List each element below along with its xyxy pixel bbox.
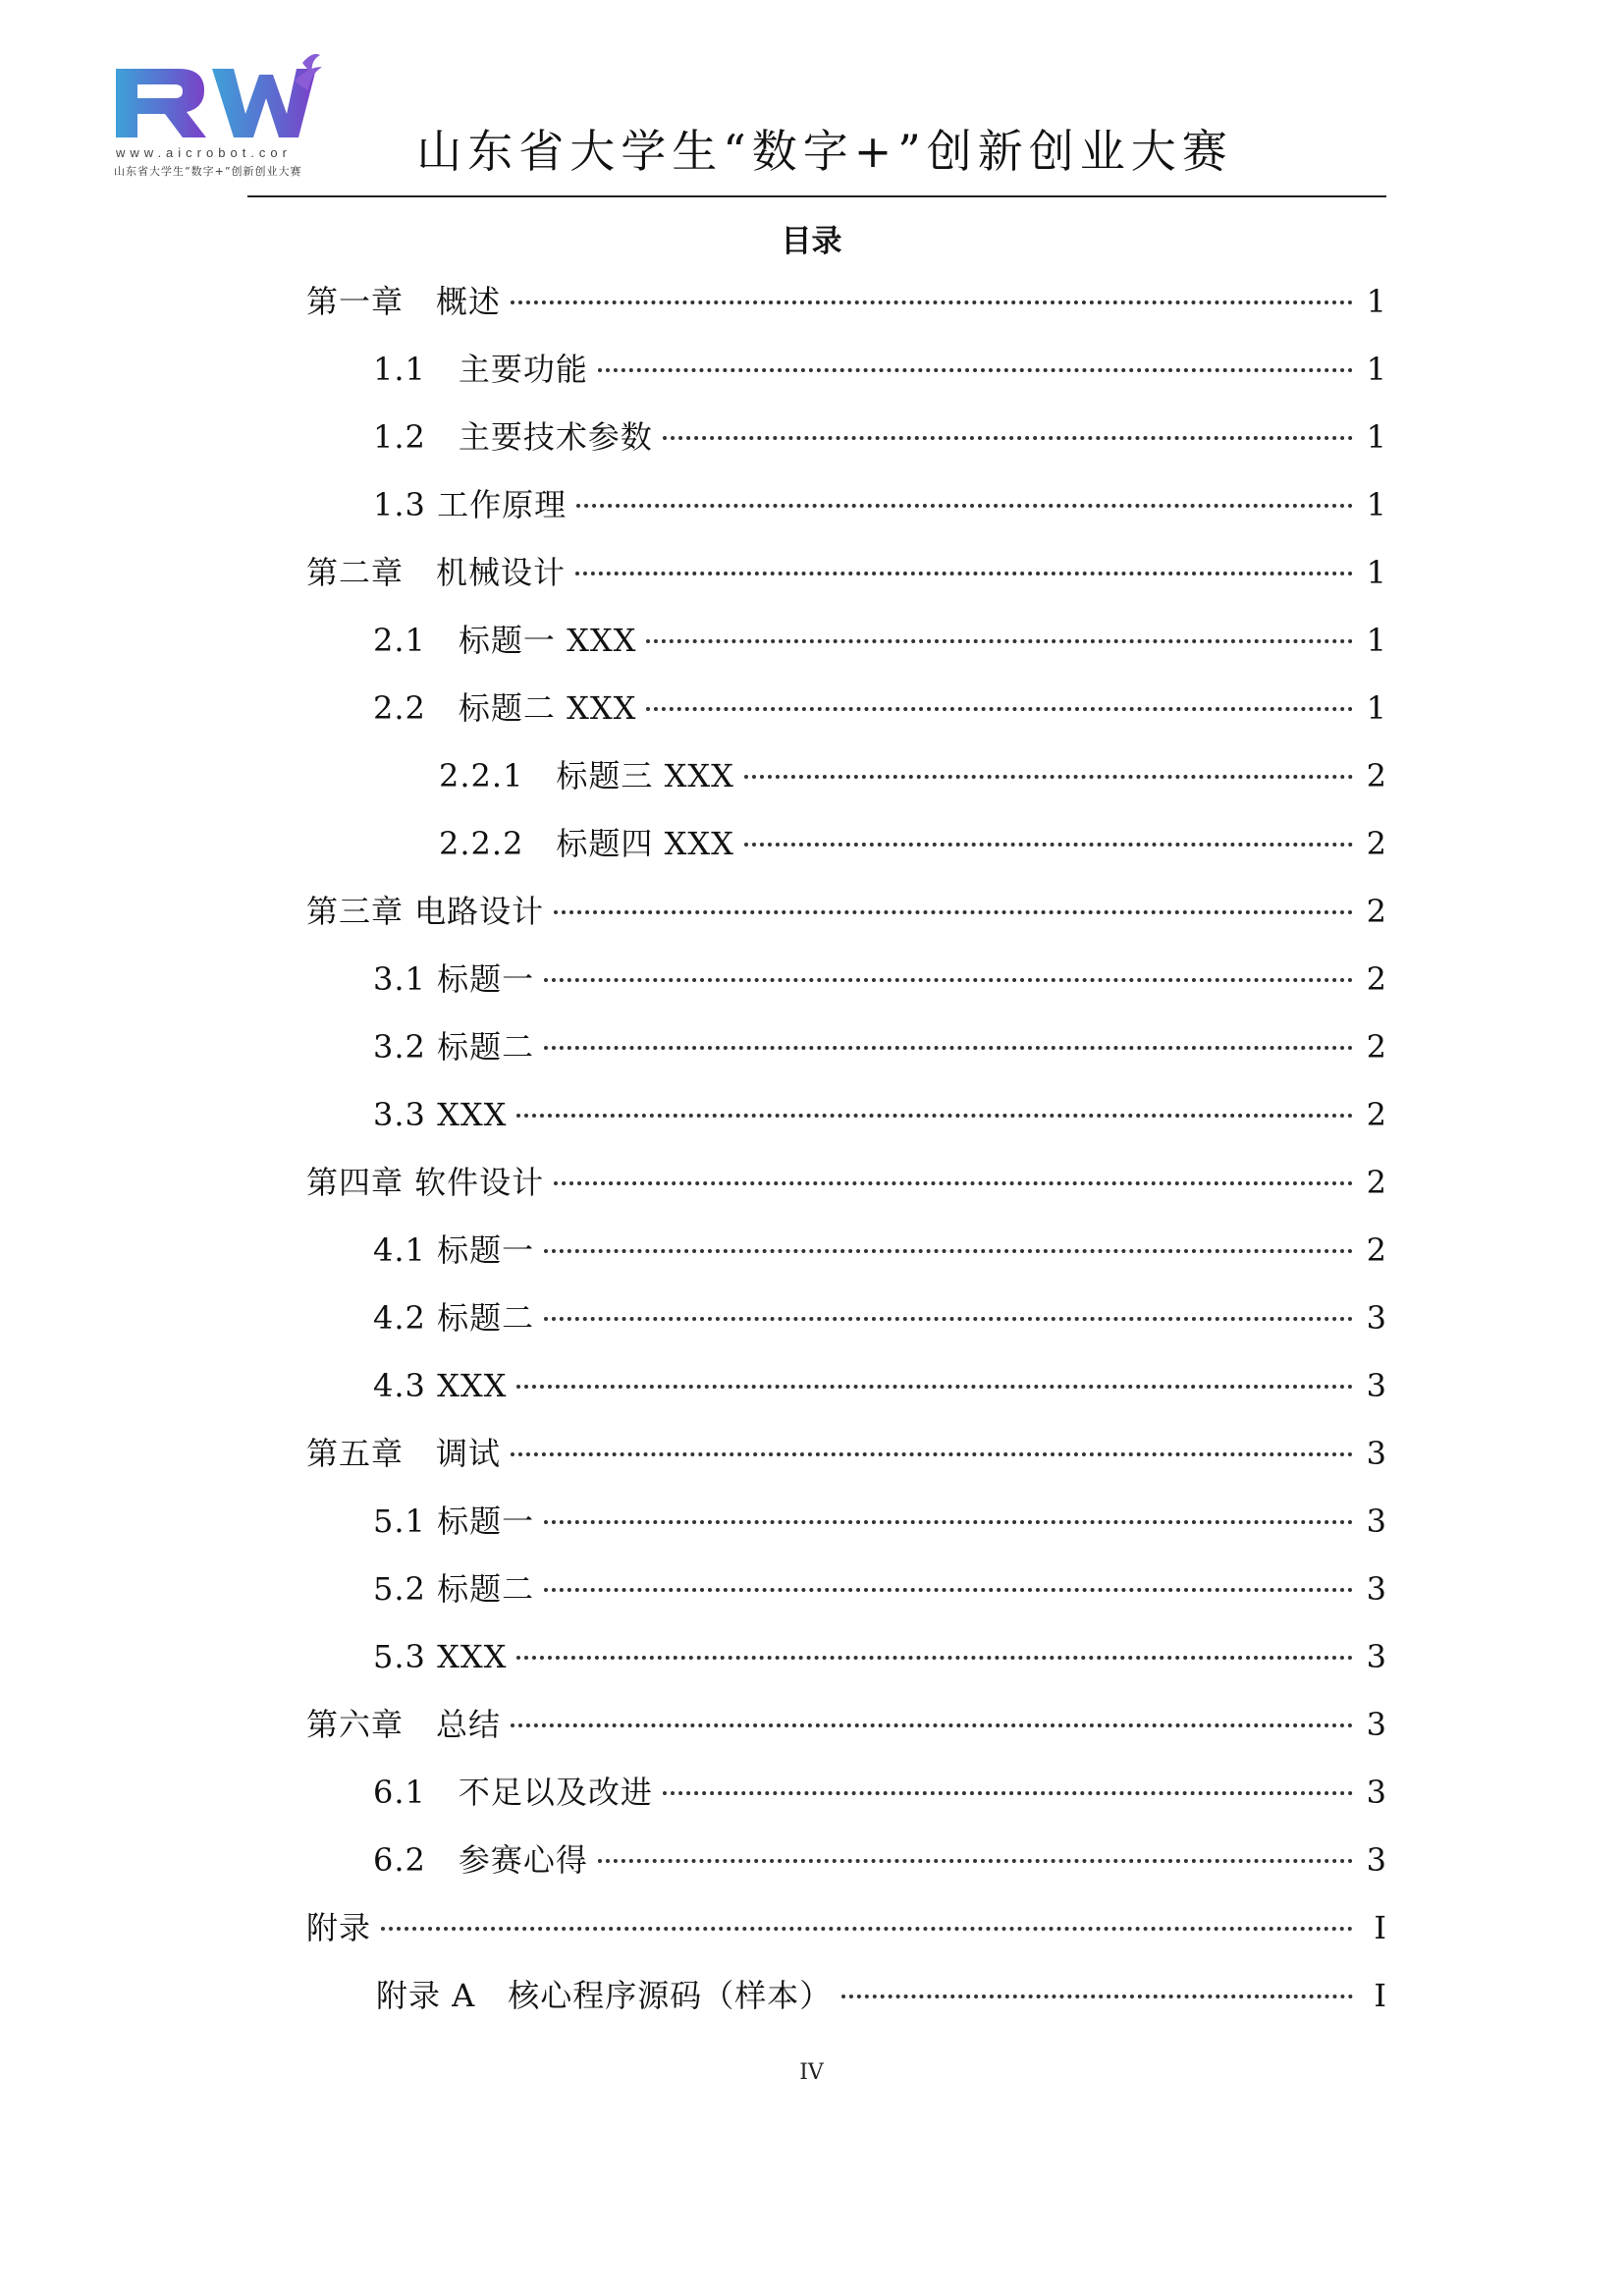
toc-entry-label: 5.2 标题二 [373, 1570, 535, 1608]
toc-entry[interactable] [373, 684, 1386, 732]
toc-entry-label: 第六章 总结 [306, 1706, 502, 1743]
toc-entry-page: 3 [1366, 1570, 1386, 1608]
toc-entry[interactable] [373, 1362, 1386, 1409]
toc-entry-page: 3 [1366, 1706, 1386, 1743]
toc-entry-label: 第三章 电路设计 [306, 893, 545, 930]
toc-entry-page: I [1374, 1909, 1386, 1946]
toc-title: 目录 [781, 224, 842, 259]
toc-leader-dots [544, 1046, 1353, 1050]
toc-leader-dots [544, 1520, 1353, 1524]
toc-leader-dots [544, 978, 1353, 982]
toc-entry-page: 2 [1366, 757, 1386, 794]
toc-entry-label: 第五章 调试 [306, 1435, 502, 1472]
toc-entry-label: 2.1 标题一 XXX [373, 622, 637, 659]
toc-entry[interactable] [373, 413, 1386, 461]
toc-entry-label: 附录 A 核心程序源码（样本） [376, 1977, 833, 2014]
toc-entry-page: 1 [1366, 622, 1386, 659]
toc-leader-dots [381, 1927, 1353, 1931]
toc-entry-page: 3 [1366, 1503, 1386, 1540]
toc-entry-label: 1.2 主要技术参数 [373, 418, 653, 456]
toc-entry-page: 3 [1366, 1435, 1386, 1472]
toc-entry-label: 4.2 标题二 [373, 1299, 535, 1337]
toc-entry-page: I [1374, 1977, 1386, 2014]
toc-entry-label: 3.2 标题二 [373, 1028, 535, 1066]
toc-entry-label: 3.1 标题一 [373, 960, 535, 998]
toc-leader-dots [516, 1114, 1352, 1118]
toc-entry-label: 4.1 标题一 [373, 1231, 535, 1269]
toc-entry-label: 5.3 XXX [373, 1638, 508, 1675]
toc-leader-dots [841, 1995, 1353, 1998]
toc-entry[interactable] [306, 888, 1386, 935]
toc-entry-page: 2 [1366, 1164, 1386, 1201]
rw-logo-mark [110, 51, 326, 145]
toc-entry[interactable] [439, 820, 1386, 867]
toc-entry-page: 1 [1366, 418, 1386, 456]
toc-entry[interactable] [373, 346, 1386, 393]
toc-entry-page: 1 [1366, 486, 1386, 523]
logo-subtitle: 山东省大学生“数字+”创新创业大赛 [114, 165, 302, 178]
toc-leader-dots [544, 1317, 1353, 1321]
toc-leader-dots [516, 1656, 1352, 1660]
toc-entry[interactable] [373, 1091, 1386, 1138]
contest-title: 山东省大学生“数字+”创新创业大赛 [416, 125, 1233, 178]
toc-entry-label: 6.2 参赛心得 [373, 1841, 588, 1879]
toc-entry-label: 2.2.2 标题四 XXX [439, 825, 734, 862]
toc-leader-dots [554, 910, 1352, 914]
toc-entry[interactable] [439, 752, 1386, 799]
toc-leader-dots [598, 1859, 1353, 1863]
toc-entry-label: 附录 [306, 1909, 372, 1946]
toc-entry[interactable] [306, 1430, 1386, 1477]
toc-leader-dots [663, 436, 1353, 440]
toc-entry[interactable] [373, 481, 1386, 528]
toc-entry[interactable] [373, 1769, 1386, 1816]
toc-entry-page: 3 [1366, 1638, 1386, 1675]
toc-entry[interactable] [373, 1565, 1386, 1613]
toc-entry-page: 2 [1366, 825, 1386, 862]
toc-leader-dots [544, 1249, 1353, 1253]
toc-leader-dots [663, 1791, 1353, 1795]
toc-entry-page: 3 [1366, 1367, 1386, 1404]
toc-entry-page: 2 [1366, 1231, 1386, 1269]
toc-entry[interactable] [376, 1972, 1386, 2019]
toc-entry[interactable] [306, 549, 1386, 596]
toc-entry[interactable] [373, 956, 1386, 1003]
toc-entry-page: 3 [1366, 1299, 1386, 1337]
toc-entry-page: 1 [1366, 689, 1386, 727]
toc-leader-dots [744, 843, 1353, 847]
toc-entry-label: 5.1 标题一 [373, 1503, 535, 1540]
toc-leader-dots [646, 707, 1352, 711]
toc-entry[interactable] [306, 278, 1386, 325]
toc-entry[interactable] [373, 1836, 1386, 1884]
toc-entry-page: 1 [1366, 554, 1386, 591]
toc-entry-page: 2 [1366, 960, 1386, 998]
toc-leader-dots [646, 639, 1352, 643]
toc-entry-label: 第四章 软件设计 [306, 1164, 545, 1201]
toc-leader-dots [511, 301, 1353, 304]
toc-leader-dots [544, 1588, 1353, 1592]
toc-leader-dots [576, 504, 1353, 508]
toc-entry[interactable] [373, 1633, 1386, 1680]
page-header [0, 0, 1623, 201]
toc-leader-dots [511, 1452, 1353, 1456]
toc-entry-page: 2 [1366, 1096, 1386, 1133]
toc-entry[interactable] [373, 1227, 1386, 1274]
toc-entry-label: 第二章 机械设计 [306, 554, 567, 591]
toc-entry-page: 2 [1366, 1028, 1386, 1066]
header-divider [247, 195, 1386, 197]
toc-entry-label: 3.3 XXX [373, 1096, 508, 1133]
toc-entry[interactable] [373, 1498, 1386, 1545]
toc-entry-label: 6.1 不足以及改进 [373, 1774, 653, 1811]
toc-entry[interactable] [306, 1701, 1386, 1748]
toc-entry-label: 第一章 概述 [306, 283, 502, 320]
rw-logo [110, 51, 326, 179]
toc-entry-label: 4.3 XXX [373, 1367, 508, 1404]
logo-url: www.aicrobot.cor [116, 145, 292, 160]
toc-entry[interactable] [306, 1159, 1386, 1206]
toc-entry-label: 1.1 主要功能 [373, 351, 588, 388]
page-number: IV [799, 2060, 824, 2085]
toc-entry-label: 2.2.1 标题三 XXX [439, 757, 734, 794]
toc-leader-dots [554, 1181, 1352, 1185]
toc-entry[interactable] [373, 1294, 1386, 1341]
toc-entry-label: 2.2 标题二 XXX [373, 689, 637, 727]
toc-entry[interactable] [373, 617, 1386, 664]
toc-leader-dots [511, 1723, 1353, 1727]
toc-leader-dots [744, 775, 1353, 779]
toc-entry-page: 3 [1366, 1774, 1386, 1811]
toc-entry[interactable] [373, 1023, 1386, 1070]
toc-entry-label: 1.3 工作原理 [373, 486, 568, 523]
toc-entry-page: 1 [1366, 283, 1386, 320]
toc-leader-dots [575, 572, 1353, 575]
toc-entry-page: 2 [1366, 893, 1386, 930]
toc-entry-page: 1 [1366, 351, 1386, 388]
toc-leader-dots [598, 368, 1353, 372]
toc-entry[interactable] [306, 1904, 1386, 1951]
toc-entry-page: 3 [1366, 1841, 1386, 1879]
toc-leader-dots [516, 1385, 1352, 1389]
